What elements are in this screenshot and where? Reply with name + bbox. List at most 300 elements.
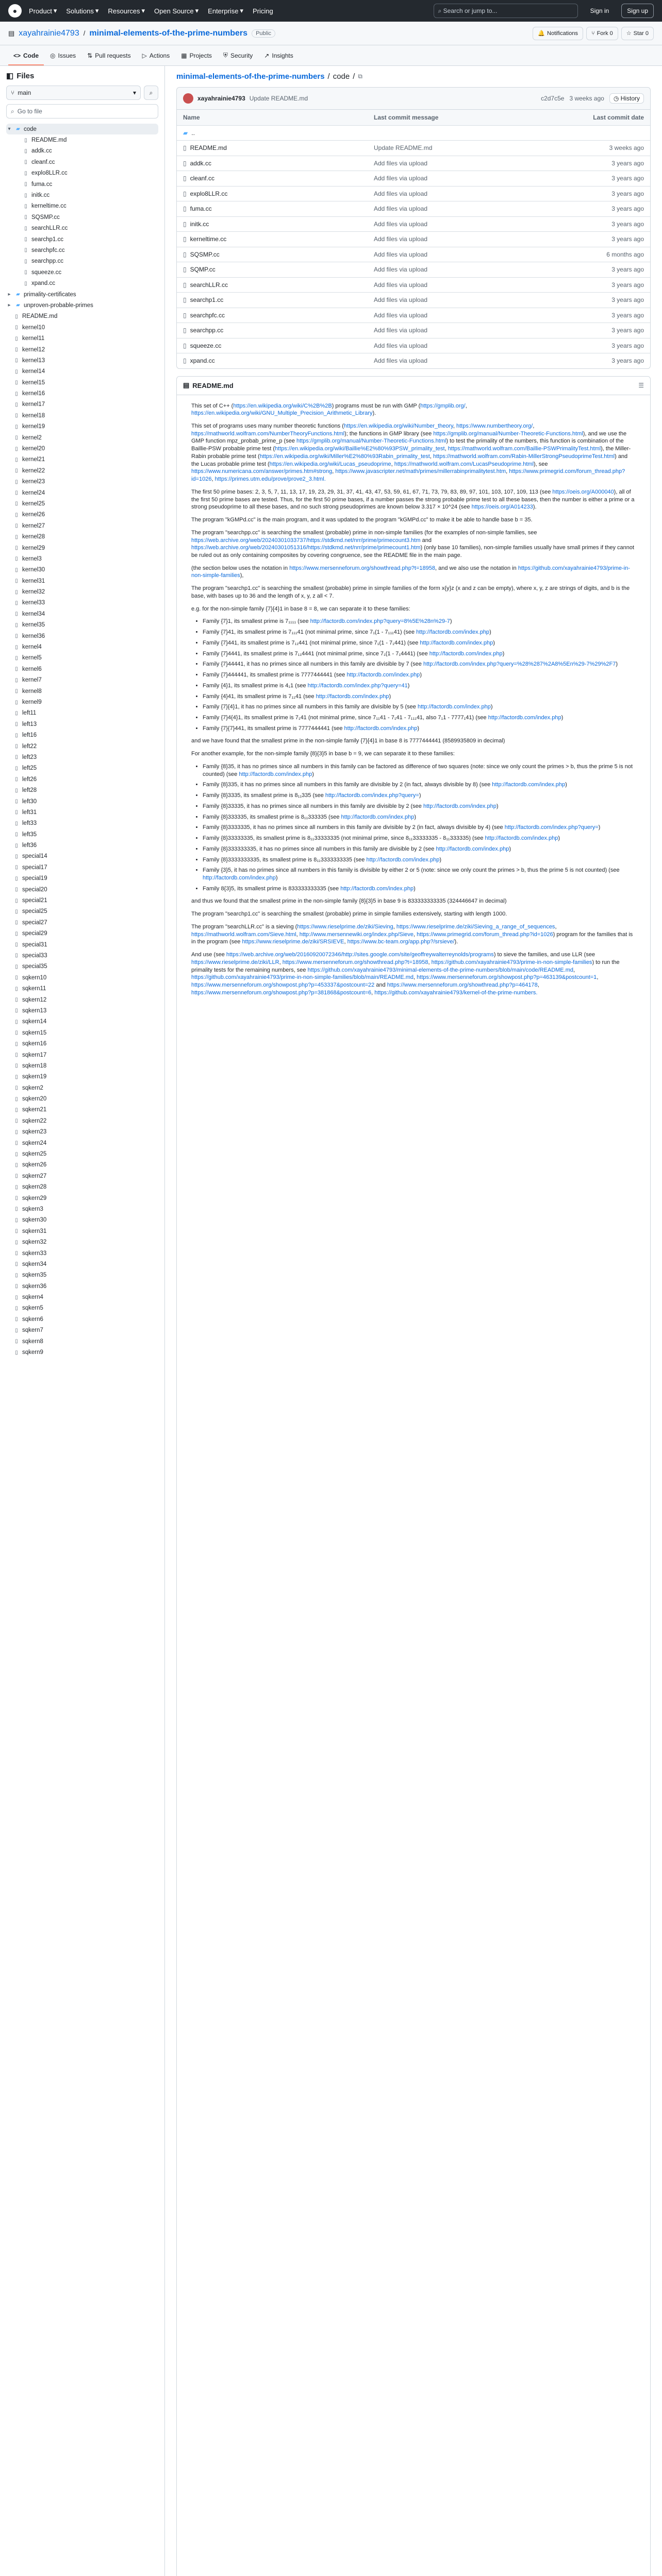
commit-message-cell[interactable]: Add files via upload bbox=[374, 266, 428, 274]
readme-link[interactable]: https://mathworld.wolfram.com/LucasPseudoprime.html bbox=[394, 461, 534, 467]
table-row[interactable] bbox=[177, 262, 650, 277]
tree-label: kernel33 bbox=[22, 600, 45, 606]
readme-link[interactable]: https://www.numbertheory.org/ bbox=[456, 422, 533, 429]
tree-file[interactable] bbox=[6, 278, 158, 289]
tree-file[interactable] bbox=[6, 763, 158, 774]
readme-link[interactable]: https://www.numericana.com/answer/primes.htm#strong bbox=[191, 468, 333, 475]
readme-link[interactable]: https://github.com/xayahrainie4793/prime-in-non-simple-families/blob/main/README.md bbox=[191, 974, 414, 981]
tree-file[interactable] bbox=[6, 1236, 158, 1247]
tree-file[interactable] bbox=[6, 223, 158, 234]
tree-label: left25 bbox=[22, 765, 37, 772]
readme-link[interactable]: http://factordb.com/index.php?query=%28%287%2A8%5En%29-7%29%2F7 bbox=[423, 661, 616, 668]
tree-file[interactable] bbox=[6, 1105, 158, 1115]
tree-file[interactable] bbox=[6, 1226, 158, 1236]
tree-file[interactable] bbox=[6, 807, 158, 818]
tab-pull-requests[interactable] bbox=[82, 52, 136, 65]
table-row[interactable] bbox=[177, 216, 650, 232]
readme-link[interactable]: http://factordb.com/index.php bbox=[416, 629, 490, 636]
table-row[interactable] bbox=[177, 353, 650, 368]
table-row[interactable] bbox=[177, 186, 650, 201]
tree-label: kernel24 bbox=[22, 489, 45, 496]
tree-label: sqkern33 bbox=[22, 1250, 47, 1257]
readme-link[interactable]: http://factordb.com/index.php bbox=[417, 704, 491, 710]
sidebar-toggle-icon[interactable]: ◧ bbox=[6, 72, 14, 80]
file-icon: ▯ bbox=[24, 258, 27, 264]
commit-message-cell[interactable]: Add files via upload bbox=[374, 281, 428, 289]
repo-owner-link[interactable]: xayahrainie4793 bbox=[19, 28, 79, 38]
readme-link[interactable]: https://www.mersenneforum.org/showthread.php?t=18958 bbox=[289, 565, 435, 571]
readme-link[interactable]: https://gmplib.org/manual/Number-Theoretic-Functions.html bbox=[296, 438, 446, 445]
tree-file[interactable] bbox=[6, 1182, 158, 1193]
readme-link[interactable]: http://factordb.com/index.php bbox=[488, 715, 561, 721]
tree-file[interactable] bbox=[6, 950, 158, 961]
readme-link[interactable]: https://en.wikipedia.org/wiki/GNU_Multiple_Precision_Arithmetic_Library bbox=[191, 410, 373, 417]
readme-link[interactable]: http://factordb.com/index.php?query=8%5E%28n%29-7 bbox=[310, 618, 450, 625]
tree-file[interactable] bbox=[6, 862, 158, 873]
readme-link[interactable]: http://factordb.com/index.php?query=41 bbox=[307, 682, 408, 689]
file-icon: ▯ bbox=[15, 1228, 18, 1234]
tab-code[interactable] bbox=[8, 52, 44, 65]
readme-link[interactable]: https://gmplib.org/manual/Number-Theoretic-Functions.html bbox=[433, 430, 583, 437]
nav-pricing[interactable] bbox=[253, 7, 273, 15]
table-row[interactable] bbox=[177, 277, 650, 293]
tree-file[interactable] bbox=[6, 311, 158, 322]
tree-file[interactable] bbox=[6, 267, 158, 278]
tree-file[interactable] bbox=[6, 752, 158, 762]
commit-message-cell[interactable]: Add files via upload bbox=[374, 296, 428, 304]
tree-label: sqkern5 bbox=[22, 1305, 43, 1312]
tree-label: primality-certificates bbox=[24, 291, 76, 298]
readme-link[interactable]: https://mathworld.wolfram.com/NumberTheoryFunctions.html bbox=[191, 430, 345, 437]
tree-file[interactable] bbox=[6, 1303, 158, 1314]
commit-message-cell[interactable]: Add files via upload bbox=[374, 235, 428, 243]
tree-file[interactable] bbox=[6, 510, 158, 520]
readme-link[interactable]: https://oeis.org/A000040 bbox=[552, 488, 614, 495]
tree-file[interactable] bbox=[6, 620, 158, 631]
tree-file[interactable] bbox=[6, 818, 158, 829]
file-link[interactable]: SQSMP.cc bbox=[190, 250, 220, 258]
go-to-file-input[interactable] bbox=[6, 104, 158, 118]
readme-link[interactable]: https://github.com/xayahrainie4793/prime-in-non-simple-families bbox=[431, 959, 592, 965]
notifications-button[interactable] bbox=[533, 27, 583, 40]
tree-file[interactable] bbox=[6, 1171, 158, 1181]
file-link[interactable]: explo8LLR.cc bbox=[190, 190, 228, 197]
tree-file[interactable] bbox=[6, 245, 158, 256]
readme-link[interactable]: https://www.primegrid.com/forum_thread.php?id=1026 bbox=[417, 931, 553, 938]
tree-file[interactable] bbox=[6, 906, 158, 917]
readme-link[interactable]: http://factordb.com/index.php bbox=[340, 885, 414, 892]
tree-file[interactable] bbox=[6, 994, 158, 1005]
search-files-button[interactable] bbox=[144, 86, 158, 100]
tree-file[interactable] bbox=[6, 774, 158, 785]
tree-file[interactable] bbox=[6, 1292, 158, 1302]
readme-link[interactable]: http://factordb.com/index.php bbox=[203, 875, 276, 882]
tree-file[interactable] bbox=[6, 344, 158, 355]
tree-file[interactable] bbox=[6, 1072, 158, 1082]
file-link[interactable]: .. bbox=[191, 129, 195, 137]
tree-file[interactable] bbox=[6, 1060, 158, 1071]
tree-file[interactable] bbox=[6, 708, 158, 719]
file-tree-sidebar bbox=[0, 66, 165, 2576]
tree-file[interactable] bbox=[6, 1314, 158, 1325]
tree-file[interactable] bbox=[6, 653, 158, 664]
tree-file[interactable] bbox=[6, 531, 158, 542]
commit-message-cell[interactable]: Add files via upload bbox=[374, 250, 428, 258]
table-row[interactable] bbox=[177, 201, 650, 216]
tree-file[interactable] bbox=[6, 1248, 158, 1259]
path-separator: / bbox=[83, 29, 86, 37]
tree-file[interactable] bbox=[6, 972, 158, 983]
tree-file[interactable] bbox=[6, 543, 158, 553]
tree-file[interactable] bbox=[6, 884, 158, 895]
readme-body bbox=[177, 395, 650, 2576]
tree-file[interactable] bbox=[6, 686, 158, 697]
tree-file[interactable] bbox=[6, 465, 158, 476]
file-icon: ▯ bbox=[15, 875, 18, 882]
tree-file[interactable] bbox=[6, 443, 158, 454]
tree-file[interactable] bbox=[6, 355, 158, 366]
tree-file[interactable] bbox=[6, 1127, 158, 1138]
file-link[interactable]: searchLLR.cc bbox=[190, 281, 228, 289]
commit-message-cell[interactable]: Add files via upload bbox=[374, 327, 428, 334]
table-row[interactable] bbox=[177, 308, 650, 323]
commit-date-cell: 3 weeks ago bbox=[609, 144, 644, 152]
tree-file[interactable] bbox=[6, 675, 158, 686]
github-logo-icon[interactable]: ● bbox=[8, 4, 22, 18]
tree-file[interactable] bbox=[6, 520, 158, 531]
nav-enterprise[interactable] bbox=[208, 7, 243, 15]
file-icon: ▯ bbox=[15, 325, 18, 331]
readme-link[interactable]: https://www.mersenneforum.org/showpost.php?p=381868&postcount=6 bbox=[191, 989, 372, 996]
tree-folder-code[interactable] bbox=[6, 124, 158, 134]
tree-file[interactable] bbox=[6, 190, 158, 200]
file-link[interactable]: fuma.cc bbox=[190, 205, 212, 213]
readme-link[interactable]: https://mathworld.wolfram.com/Sieve.html bbox=[191, 931, 296, 938]
file-icon: ▯ bbox=[15, 589, 18, 595]
tab-issues[interactable] bbox=[45, 52, 81, 65]
tree-file[interactable] bbox=[6, 212, 158, 223]
list-item: • Family {8}335, it has no primes since all numbers in this family are divisible by 2 (in fact, always divisible by 8) (see http://factordb.com/index.php) bbox=[203, 781, 636, 789]
file-link[interactable]: addk.cc bbox=[190, 159, 211, 167]
file-name-cell bbox=[183, 296, 374, 303]
outline-button[interactable] bbox=[638, 382, 644, 389]
readme-link[interactable]: http://factordb.com/index.php bbox=[239, 771, 312, 777]
readme-link[interactable]: https://www.rieselprime.de/ziki/SRSIEVE bbox=[242, 939, 344, 945]
nav-solutions[interactable] bbox=[66, 7, 98, 15]
nav-open-source[interactable] bbox=[154, 7, 198, 15]
nav-label: Pricing bbox=[252, 7, 273, 15]
tree-file[interactable] bbox=[6, 234, 158, 245]
readme-link[interactable]: http://factordb.com/index.php bbox=[420, 639, 493, 646]
breadcrumb-repo-link[interactable]: minimal-elements-of-the-prime-numbers bbox=[176, 72, 325, 81]
tree-file[interactable] bbox=[6, 179, 158, 190]
table-row[interactable] bbox=[177, 338, 650, 353]
star-button[interactable] bbox=[621, 27, 654, 40]
tree-file[interactable] bbox=[6, 664, 158, 674]
file-icon: ▯ bbox=[15, 335, 18, 342]
readme-link[interactable]: https://gmplib.org/ bbox=[420, 402, 466, 409]
readme-link[interactable]: https://en.wikipedia.org/wiki/Lucas_pseudoprime bbox=[269, 461, 391, 467]
readme-link[interactable]: https://mathworld.wolfram.com/Baillie-PSWPrimalityTest.html bbox=[448, 446, 601, 452]
tree-file[interactable] bbox=[6, 917, 158, 928]
tree-file[interactable] bbox=[6, 377, 158, 388]
file-name-cell bbox=[183, 144, 374, 151]
readme-link[interactable]: https://oeis.org/A014233 bbox=[471, 504, 533, 511]
tree-file[interactable] bbox=[6, 388, 158, 399]
tree-file[interactable] bbox=[6, 553, 158, 564]
file-name-cell bbox=[183, 281, 374, 289]
tree-file[interactable] bbox=[6, 565, 158, 575]
tree-file[interactable] bbox=[6, 939, 158, 950]
tree-file[interactable] bbox=[6, 608, 158, 619]
readme-link[interactable]: http://factordb.com/index.php bbox=[429, 650, 503, 657]
tree-label: left26 bbox=[22, 776, 37, 783]
table-row[interactable] bbox=[177, 171, 650, 186]
readme-link[interactable]: http://factordb.com/index.php bbox=[341, 814, 415, 820]
tree-file[interactable] bbox=[6, 1049, 158, 1060]
tree-file[interactable] bbox=[6, 983, 158, 994]
tab-projects[interactable] bbox=[176, 52, 217, 65]
tree-folder[interactable] bbox=[6, 289, 158, 300]
commit-message-cell[interactable]: Add files via upload bbox=[374, 175, 428, 182]
table-row[interactable] bbox=[177, 231, 650, 247]
readme-link[interactable]: https://www.rieselprime.de/ziki/LLR bbox=[191, 959, 279, 965]
file-link[interactable]: searchp1.cc bbox=[190, 296, 224, 304]
readme-link[interactable]: https://en.wikipedia.org/wiki/Miller%E2%80%93Rabin_primality_test bbox=[259, 453, 430, 460]
tree-file[interactable] bbox=[6, 1193, 158, 1204]
tree-file[interactable] bbox=[6, 895, 158, 906]
tab-label: Projects bbox=[189, 52, 212, 59]
tree-file[interactable] bbox=[6, 873, 158, 884]
tree-file[interactable] bbox=[6, 1027, 158, 1038]
readme-link[interactable]: https://www.bc-team.org/app.php?/srsieve/ bbox=[347, 939, 455, 945]
tree-label: left23 bbox=[22, 754, 37, 760]
file-link[interactable]: searchpp.cc bbox=[190, 327, 224, 334]
tree-file[interactable] bbox=[6, 1148, 158, 1159]
file-icon: ▯ bbox=[15, 1052, 18, 1058]
tree-label: left16 bbox=[22, 732, 37, 739]
tree-file[interactable] bbox=[6, 730, 158, 740]
global-search-input[interactable] bbox=[434, 4, 578, 18]
tab-insights[interactable] bbox=[259, 52, 298, 65]
commit-hash-link[interactable]: c2d7c5e bbox=[541, 95, 565, 102]
file-icon: ▯ bbox=[183, 311, 187, 319]
readme-link[interactable]: https://web.archive.org/web/20240301033737/https://stdkmd.net/nrr/prime/primecount3.htm bbox=[191, 537, 421, 544]
tree-file[interactable] bbox=[6, 157, 158, 167]
readme-link[interactable]: https://primes.utm.edu/prove/prove2_3.html. bbox=[214, 476, 326, 483]
tree-file[interactable] bbox=[6, 1138, 158, 1148]
readme-link[interactable]: https://www.mersenneforum.org/showpost.php?p=463139&postcount=1 bbox=[417, 974, 597, 981]
readme-link[interactable]: https://github.com/xayahrainie4793/kernel-of-the-prime-numbers. bbox=[374, 989, 538, 996]
tree-folder[interactable] bbox=[6, 300, 158, 311]
tree-file[interactable] bbox=[6, 322, 158, 333]
readme-link[interactable]: http://factordb.com/index.php?query= bbox=[325, 792, 419, 799]
repo-name-link[interactable]: minimal-elements-of-the-prime-numbers bbox=[89, 28, 248, 38]
tree-file[interactable] bbox=[6, 829, 158, 840]
tree-label: kernel15 bbox=[22, 379, 45, 386]
tree-file[interactable] bbox=[6, 796, 158, 807]
commit-message-link[interactable]: Update README.md bbox=[249, 95, 308, 102]
tree-file[interactable] bbox=[6, 851, 158, 862]
sign-up-button[interactable]: Sign up bbox=[621, 4, 654, 18]
tree-file[interactable] bbox=[6, 498, 158, 509]
tree-file[interactable] bbox=[6, 1204, 158, 1214]
tree-label: kernel27 bbox=[22, 522, 45, 529]
tree-file[interactable] bbox=[6, 256, 158, 267]
file-tree bbox=[6, 134, 158, 1358]
table-row[interactable] bbox=[177, 125, 650, 141]
readme-link[interactable]: http://factordb.com/index.php bbox=[366, 856, 440, 863]
table-row[interactable] bbox=[177, 140, 650, 156]
tree-file[interactable] bbox=[6, 1347, 158, 1358]
tab-actions[interactable] bbox=[137, 52, 175, 65]
nav-product[interactable] bbox=[29, 7, 57, 15]
fork-button[interactable] bbox=[586, 27, 618, 40]
tree-file[interactable] bbox=[6, 146, 158, 157]
file-icon: ▯ bbox=[15, 799, 18, 805]
search-placeholder: Search or jump to... bbox=[443, 7, 498, 14]
copy-path-icon[interactable]: ⧉ bbox=[358, 73, 362, 80]
tree-file[interactable] bbox=[6, 477, 158, 487]
readme-link[interactable]: https://www.mersenneforum.org/showthread.php?p=464178 bbox=[387, 982, 538, 989]
tab-label: Security bbox=[230, 52, 253, 59]
folder-icon: ▰ bbox=[16, 292, 20, 298]
tree-file[interactable] bbox=[6, 366, 158, 377]
tab-security[interactable] bbox=[218, 52, 258, 65]
tree-file[interactable] bbox=[6, 168, 158, 179]
main-content bbox=[165, 66, 662, 2576]
tree-file[interactable] bbox=[6, 741, 158, 752]
tree-file[interactable] bbox=[6, 421, 158, 432]
tree-file[interactable] bbox=[6, 454, 158, 465]
readme-link[interactable]: http://factordb.com/index.php bbox=[492, 782, 566, 788]
tree-file[interactable] bbox=[6, 785, 158, 795]
tree-label: kernel16 bbox=[22, 391, 45, 397]
commit-message-cell[interactable]: Add files via upload bbox=[374, 342, 428, 349]
commit-author-link[interactable]: xayahrainie4793 bbox=[197, 95, 245, 102]
branch-selector[interactable] bbox=[6, 86, 141, 100]
commit-message-cell[interactable]: Add files via upload bbox=[374, 311, 428, 319]
tree-file[interactable] bbox=[6, 697, 158, 707]
tree-file[interactable] bbox=[6, 598, 158, 608]
table-row[interactable] bbox=[177, 292, 650, 308]
readme-link[interactable]: https://en.wikipedia.org/wiki/Baillie%E2%80%93PSW_primality_test bbox=[275, 446, 445, 452]
tree-file[interactable] bbox=[6, 487, 158, 498]
tree-file[interactable] bbox=[6, 201, 158, 212]
readme-link[interactable]: https://web.archive.org/web/20240301051316/https://stdkmd.net/nrr/prime/primecount1.htm bbox=[191, 545, 421, 551]
tree-file[interactable] bbox=[6, 1215, 158, 1226]
readme-link[interactable]: https://github.com/xayahrainie4793/minimal-elements-of-the-prime-numbers/blob/main/code/README.md bbox=[307, 967, 573, 973]
tree-file[interactable] bbox=[6, 1005, 158, 1016]
file-icon: ▯ bbox=[15, 545, 18, 551]
table-icon: ▦ bbox=[181, 52, 187, 59]
tree-file[interactable] bbox=[6, 399, 158, 410]
tree-file[interactable] bbox=[6, 333, 158, 344]
readme-link[interactable]: https://www.primegrid.com/forum_thread.php?id=1026 bbox=[191, 468, 625, 483]
tree-file[interactable] bbox=[6, 134, 158, 145]
sign-in-link[interactable]: Sign in bbox=[590, 7, 609, 14]
readme-paragraph: For another example, for the non-simple family {8}{3}5 in base b = 9, we can separate it to these families: bbox=[191, 751, 455, 757]
tree-file[interactable] bbox=[6, 1038, 158, 1049]
tree-file[interactable] bbox=[6, 1325, 158, 1336]
readme-link[interactable]: http://factordb.com/index.php bbox=[423, 803, 496, 809]
readme-link[interactable]: https://www.rieselprime.de/ziki/Sieving bbox=[297, 923, 393, 930]
file-link[interactable]: initk.cc bbox=[190, 220, 209, 228]
tree-file[interactable] bbox=[6, 961, 158, 972]
readme-paragraph: The program "kGMPd.cc" is the main program, and it was updated to the program "kGMPd.cc" to make it be able to handle base b = 35. bbox=[191, 517, 533, 523]
readme-link[interactable]: https://web.archive.org/web/20160920072346/http://sites.google.com/site/geoffreywalterreynolds/programs bbox=[226, 952, 494, 958]
commit-message-cell[interactable]: Add files via upload bbox=[374, 357, 428, 365]
commit-message-cell[interactable]: Add files via upload bbox=[374, 220, 428, 228]
tree-file[interactable] bbox=[6, 410, 158, 421]
tree-file[interactable] bbox=[6, 575, 158, 586]
file-link[interactable]: cleanf.cc bbox=[190, 175, 214, 182]
tree-file[interactable] bbox=[6, 1259, 158, 1269]
tree-file[interactable] bbox=[6, 1093, 158, 1104]
readme-link[interactable]: https://mathworld.wolfram.com/Rabin-MillerStrongPseudoprimeTest.html bbox=[433, 453, 615, 460]
readme-link[interactable]: http://factordb.com/index.php?query= bbox=[504, 824, 599, 831]
table-row[interactable] bbox=[177, 247, 650, 262]
readme-link[interactable]: https://en.wikipedia.org/wiki/Number_theory bbox=[343, 422, 453, 429]
commit-message-cell[interactable]: Add files via upload bbox=[374, 205, 428, 213]
chevron-down-icon: ▾ bbox=[53, 7, 57, 14]
readme-link[interactable]: http://factordb.com/index.php bbox=[316, 693, 389, 700]
tree-file[interactable] bbox=[6, 1115, 158, 1126]
tree-file[interactable] bbox=[6, 432, 158, 443]
tree-label: sqkern6 bbox=[22, 1316, 43, 1323]
tree-file[interactable] bbox=[6, 1270, 158, 1281]
file-link[interactable]: kerneltime.cc bbox=[190, 235, 227, 243]
tree-file[interactable] bbox=[6, 1082, 158, 1093]
tree-label: sqkern12 bbox=[22, 996, 47, 1003]
tree-file[interactable] bbox=[6, 928, 158, 939]
file-link[interactable]: squeeze.cc bbox=[190, 342, 222, 349]
tree-file[interactable] bbox=[6, 1281, 158, 1292]
table-row[interactable] bbox=[177, 323, 650, 338]
tree-file[interactable] bbox=[6, 586, 158, 597]
readme-link[interactable]: http://factordb.com/index.php bbox=[436, 845, 509, 852]
commit-message-cell[interactable]: Add files via upload bbox=[374, 190, 428, 197]
tree-file[interactable] bbox=[6, 641, 158, 652]
readme-link[interactable]: http://factordb.com/index.php bbox=[344, 725, 418, 732]
readme-link[interactable]: https://www.javascripter.net/math/primes/millerrabinprimalitytest.htm bbox=[335, 468, 506, 475]
tree-file[interactable] bbox=[6, 1160, 158, 1171]
readme-link[interactable]: https://github.com/xayahrainie4793/prime-in-non-simple-families bbox=[191, 565, 630, 579]
commit-message-cell[interactable]: Add files via upload bbox=[374, 159, 428, 167]
tree-file[interactable] bbox=[6, 1016, 158, 1027]
file-link[interactable]: SQMP.cc bbox=[190, 266, 216, 274]
readme-link[interactable]: http://www.mersennewiki.org/index.php/Sieve bbox=[299, 931, 414, 938]
readme-link[interactable]: https://www.rieselprime.de/ziki/Sieving_a_range_of_sequences bbox=[396, 923, 555, 930]
readme-link[interactable]: http://factordb.com/index.php bbox=[346, 672, 420, 679]
file-link[interactable]: xpand.cc bbox=[190, 357, 215, 365]
tree-file[interactable] bbox=[6, 631, 158, 641]
tree-file[interactable] bbox=[6, 840, 158, 851]
readme-link[interactable]: https://www.mersenneforum.org/showpost.php?p=453337&postcount=22 bbox=[191, 982, 375, 989]
readme-link[interactable]: http://factordb.com/index.php bbox=[485, 835, 558, 842]
commit-message-cell[interactable]: Update README.md bbox=[374, 144, 433, 152]
nav-resources[interactable] bbox=[108, 7, 145, 15]
table-row[interactable] bbox=[177, 156, 650, 171]
history-button[interactable] bbox=[609, 93, 644, 104]
tree-file[interactable] bbox=[6, 1336, 158, 1347]
file-link[interactable]: searchpfc.cc bbox=[190, 311, 225, 319]
readme-link[interactable]: https://en.wikipedia.org/wiki/C%2B%2B bbox=[233, 402, 332, 409]
file-link[interactable]: README.md bbox=[190, 144, 227, 152]
readme-link[interactable]: https://www.mersenneforum.org/showthread.php?t=18958 bbox=[282, 959, 428, 965]
tree-label: SQSMP.cc bbox=[31, 214, 60, 221]
tree-file[interactable] bbox=[6, 719, 158, 730]
